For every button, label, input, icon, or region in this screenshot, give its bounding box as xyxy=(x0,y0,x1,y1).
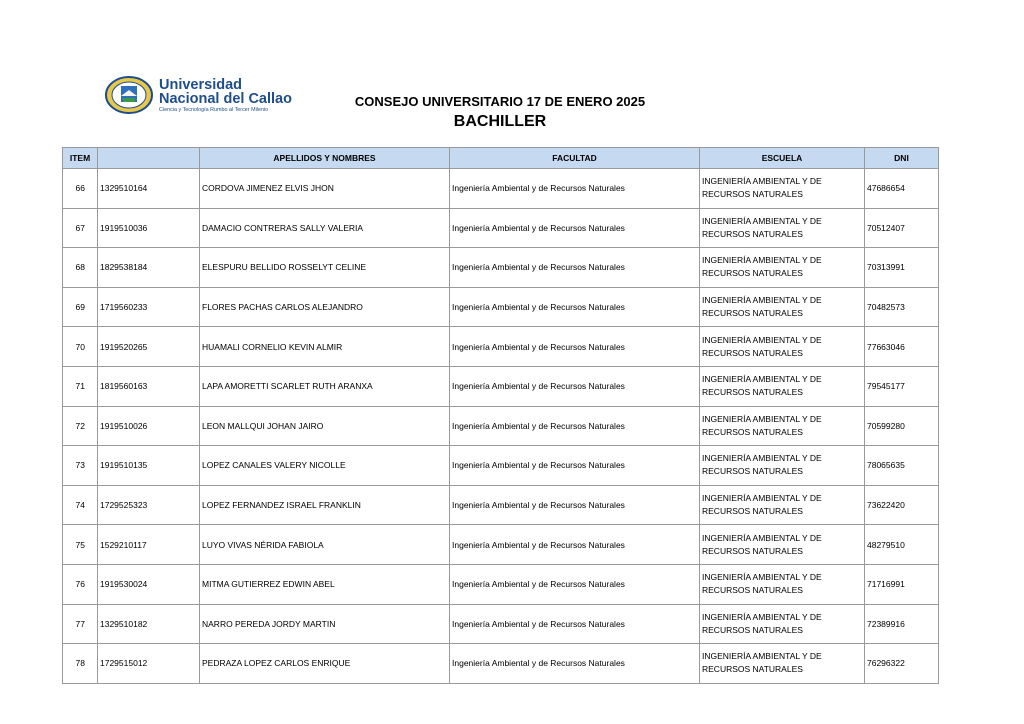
cell-item: 76 xyxy=(63,564,98,604)
cell-dni: 72389916 xyxy=(865,604,939,644)
table-row xyxy=(63,644,939,684)
cell-item: 78 xyxy=(63,644,98,684)
cell-name: ELESPURU BELLIDO ROSSELYT CELINE xyxy=(200,248,450,288)
table-row xyxy=(63,248,939,288)
cell-item: 69 xyxy=(63,287,98,327)
cell-dni: 79545177 xyxy=(865,366,939,406)
cell-escuela: INGENIERÍA AMBIENTAL Y DE RECURSOS NATURALES xyxy=(700,604,865,644)
cell-name: CORDOVA JIMENEZ ELVIS JHON xyxy=(200,169,450,209)
cell-code: 1919530024 xyxy=(98,564,200,604)
cell-escuela: INGENIERÍA AMBIENTAL Y DE RECURSOS NATURALES xyxy=(700,406,865,446)
column-header-facultad: FACULTAD xyxy=(450,148,700,169)
cell-escuela: INGENIERÍA AMBIENTAL Y DE RECURSOS NATURALES xyxy=(700,248,865,288)
cell-name: FLORES PACHAS CARLOS ALEJANDRO xyxy=(200,287,450,327)
cell-name: LOPEZ CANALES VALERY NICOLLE xyxy=(200,446,450,486)
table-row xyxy=(63,446,939,486)
cell-dni: 76296322 xyxy=(865,644,939,684)
document-title: CONSEJO UNIVERSITARIO 17 DE ENERO 2025 xyxy=(354,94,646,109)
table-row xyxy=(63,366,939,406)
column-header-escuela: ESCUELA xyxy=(700,148,865,169)
cell-facultad: Ingeniería Ambiental y de Recursos Naturales xyxy=(450,248,700,288)
cell-escuela: INGENIERÍA AMBIENTAL Y DE RECURSOS NATURALES xyxy=(700,327,865,367)
cell-dni: 77663046 xyxy=(865,327,939,367)
graduates-table xyxy=(62,147,939,684)
cell-code: 1919510036 xyxy=(98,208,200,248)
cell-item: 74 xyxy=(63,485,98,525)
cell-facultad: Ingeniería Ambiental y de Recursos Naturales xyxy=(450,366,700,406)
cell-facultad: Ingeniería Ambiental y de Recursos Naturales xyxy=(450,564,700,604)
cell-facultad: Ingeniería Ambiental y de Recursos Naturales xyxy=(450,327,700,367)
table-row xyxy=(63,406,939,446)
column-header-dni: DNI xyxy=(865,148,939,169)
cell-code: 1729515012 xyxy=(98,644,200,684)
cell-name: LEON MALLQUI JOHAN JAIRO xyxy=(200,406,450,446)
cell-escuela: INGENIERÍA AMBIENTAL Y DE RECURSOS NATURALES xyxy=(700,564,865,604)
cell-name: PEDRAZA LOPEZ CARLOS ENRIQUE xyxy=(200,644,450,684)
cell-escuela: INGENIERÍA AMBIENTAL Y DE RECURSOS NATURALES xyxy=(700,208,865,248)
cell-facultad: Ingeniería Ambiental y de Recursos Naturales xyxy=(450,525,700,565)
cell-code: 1919520265 xyxy=(98,327,200,367)
cell-facultad: Ingeniería Ambiental y de Recursos Naturales xyxy=(450,208,700,248)
cell-name: MITMA GUTIERREZ EDWIN ABEL xyxy=(200,564,450,604)
cell-item: 68 xyxy=(63,248,98,288)
table-row xyxy=(63,564,939,604)
cell-code: 1729525323 xyxy=(98,485,200,525)
table-row xyxy=(63,327,939,367)
cell-code: 1529210117 xyxy=(98,525,200,565)
column-header-code xyxy=(98,148,200,169)
column-header-item: ITEM xyxy=(63,148,98,169)
cell-name: NARRO PEREDA JORDY MARTIN xyxy=(200,604,450,644)
cell-dni: 70482573 xyxy=(865,287,939,327)
document-subtitle: BACHILLER xyxy=(453,113,547,130)
cell-item: 75 xyxy=(63,525,98,565)
cell-item: 71 xyxy=(63,366,98,406)
cell-dni: 70313991 xyxy=(865,248,939,288)
cell-code: 1919510135 xyxy=(98,446,200,486)
cell-facultad: Ingeniería Ambiental y de Recursos Naturales xyxy=(450,287,700,327)
cell-dni: 48279510 xyxy=(865,525,939,565)
cell-name: LOPEZ FERNANDEZ ISRAEL FRANKLIN xyxy=(200,485,450,525)
cell-dni: 78065635 xyxy=(865,446,939,486)
cell-code: 1719560233 xyxy=(98,287,200,327)
cell-item: 73 xyxy=(63,446,98,486)
cell-escuela: INGENIERÍA AMBIENTAL Y DE RECURSOS NATURALES xyxy=(700,446,865,486)
cell-code: 1829538184 xyxy=(98,248,200,288)
cell-code: 1329510182 xyxy=(98,604,200,644)
column-header-name: APELLIDOS Y NOMBRES xyxy=(200,148,450,169)
cell-dni: 47686654 xyxy=(865,169,939,209)
cell-code: 1819560163 xyxy=(98,366,200,406)
cell-item: 77 xyxy=(63,604,98,644)
table-row xyxy=(63,485,939,525)
cell-dni: 73622420 xyxy=(865,485,939,525)
cell-facultad: Ingeniería Ambiental y de Recursos Naturales xyxy=(450,446,700,486)
cell-facultad: Ingeniería Ambiental y de Recursos Naturales xyxy=(450,169,700,209)
table-row xyxy=(63,604,939,644)
cell-item: 67 xyxy=(63,208,98,248)
cell-escuela: INGENIERÍA AMBIENTAL Y DE RECURSOS NATURALES xyxy=(700,485,865,525)
cell-dni: 70599280 xyxy=(865,406,939,446)
cell-escuela: INGENIERÍA AMBIENTAL Y DE RECURSOS NATURALES xyxy=(700,287,865,327)
cell-item: 70 xyxy=(63,327,98,367)
table-header-row xyxy=(63,148,939,169)
cell-item: 72 xyxy=(63,406,98,446)
logo-name-line2: Nacional del Callao xyxy=(159,91,292,107)
table-row xyxy=(63,525,939,565)
table-row xyxy=(63,169,939,209)
cell-escuela: INGENIERÍA AMBIENTAL Y DE RECURSOS NATURALES xyxy=(700,525,865,565)
cell-facultad: Ingeniería Ambiental y de Recursos Naturales xyxy=(450,485,700,525)
cell-dni: 70512407 xyxy=(865,208,939,248)
cell-name: DAMACIO CONTRERAS SALLY VALERIA xyxy=(200,208,450,248)
cell-code: 1329510164 xyxy=(98,169,200,209)
cell-name: LUYO VIVAS NÉRIDA FABIOLA xyxy=(200,525,450,565)
table-row xyxy=(63,208,939,248)
logo-tagline: Ciencia y Tecnología Rumbo al Tercer Milenio xyxy=(159,107,269,113)
university-logo xyxy=(104,74,314,116)
cell-facultad: Ingeniería Ambiental y de Recursos Naturales xyxy=(450,604,700,644)
table-row xyxy=(63,287,939,327)
cell-code: 1919510026 xyxy=(98,406,200,446)
cell-facultad: Ingeniería Ambiental y de Recursos Naturales xyxy=(450,644,700,684)
cell-name: LAPA AMORETTI SCARLET RUTH ARANXA xyxy=(200,366,450,406)
cell-name: HUAMALI CORNELIO KEVIN ALMIR xyxy=(200,327,450,367)
cell-item: 66 xyxy=(63,169,98,209)
cell-dni: 71716991 xyxy=(865,564,939,604)
university-seal-icon xyxy=(104,76,154,114)
logo-name-line1: Universidad xyxy=(159,77,242,93)
cell-escuela: INGENIERÍA AMBIENTAL Y DE RECURSOS NATURALES xyxy=(700,169,865,209)
cell-facultad: Ingeniería Ambiental y de Recursos Naturales xyxy=(450,406,700,446)
cell-escuela: INGENIERÍA AMBIENTAL Y DE RECURSOS NATURALES xyxy=(700,644,865,684)
cell-escuela: INGENIERÍA AMBIENTAL Y DE RECURSOS NATURALES xyxy=(700,366,865,406)
